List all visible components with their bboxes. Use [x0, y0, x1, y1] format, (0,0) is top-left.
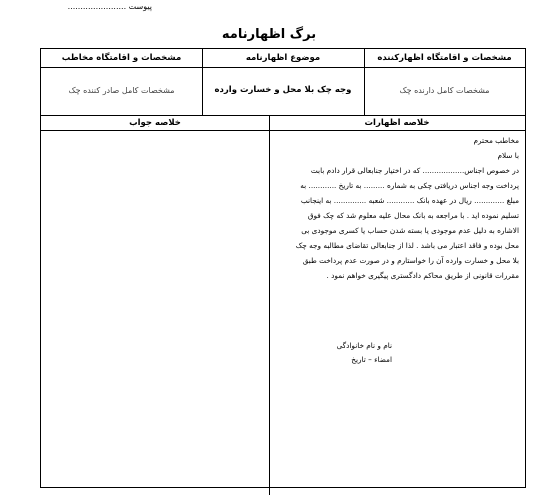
declaration-subject: وجه چک بلا محل و خسارت وارده: [214, 85, 352, 95]
attachment-label: پیوست .......................: [67, 2, 152, 11]
declaration-form: [40, 48, 526, 488]
signature-date-label: امضاء – تاریخ: [351, 355, 392, 364]
header-addressee: مشخصات و اقامتگاه مخاطب: [41, 49, 202, 68]
body-line: مبلغ ............. ریال در عهده بانک ............ شعبه .............. به اینجانب: [300, 196, 519, 205]
body-line: با سلام: [497, 151, 519, 160]
summary-response-header: خلاصه جواب: [129, 118, 181, 128]
body-line: محل بوده و فاقد اعتبار می باشد . لذا از جنابعالی تقاضای مطالبه وجه چک: [295, 241, 519, 250]
header-subject: موضوع اظهارنامه: [202, 49, 364, 68]
body-line: در خصوص اجناس.................. که در اختیار جنابعالی قرار دادم بابت: [310, 166, 519, 175]
column-divider: [364, 49, 365, 115]
column-divider: [202, 49, 203, 115]
body-line: مخاطب محترم: [473, 136, 519, 145]
summary-declaration-header: خلاصه اظهارات: [364, 118, 430, 128]
row-divider: [41, 130, 525, 131]
body-line: پرداخت وجه اجناس دریافتی چکی به شماره ......... به تاریخ ............ به: [300, 181, 519, 190]
body-line: مقررات قانونی از طریق محاکم دادگستری پیگیری خواهم نمود .: [326, 271, 519, 280]
summary-divider: [269, 115, 270, 495]
header-declarant: مشخصات و اقامتگاه اظهارکننده: [364, 49, 525, 68]
signature-name-label: نام و نام خانوادگی: [336, 341, 392, 350]
declarant-details: مشخصات کامل دارنده چک: [399, 86, 490, 95]
page-title: برگ اظهارنامه: [221, 27, 317, 42]
addressee-details: مشخصات کامل صادر کننده چک: [68, 86, 175, 95]
body-line: بلا محل و خسارت وارده آن را خواستارم و در صورت عدم پرداخت طبق: [302, 256, 519, 265]
body-line: تسلیم نموده اید . با مراجعه به بانک محال علیه معلوم شد که چک فوق: [307, 211, 519, 220]
body-line: الاشاره به دلیل عدم موجودی یا بسته شدن حساب یا کسری موجودی بی: [301, 226, 519, 235]
declaration-body: [271, 133, 519, 283]
